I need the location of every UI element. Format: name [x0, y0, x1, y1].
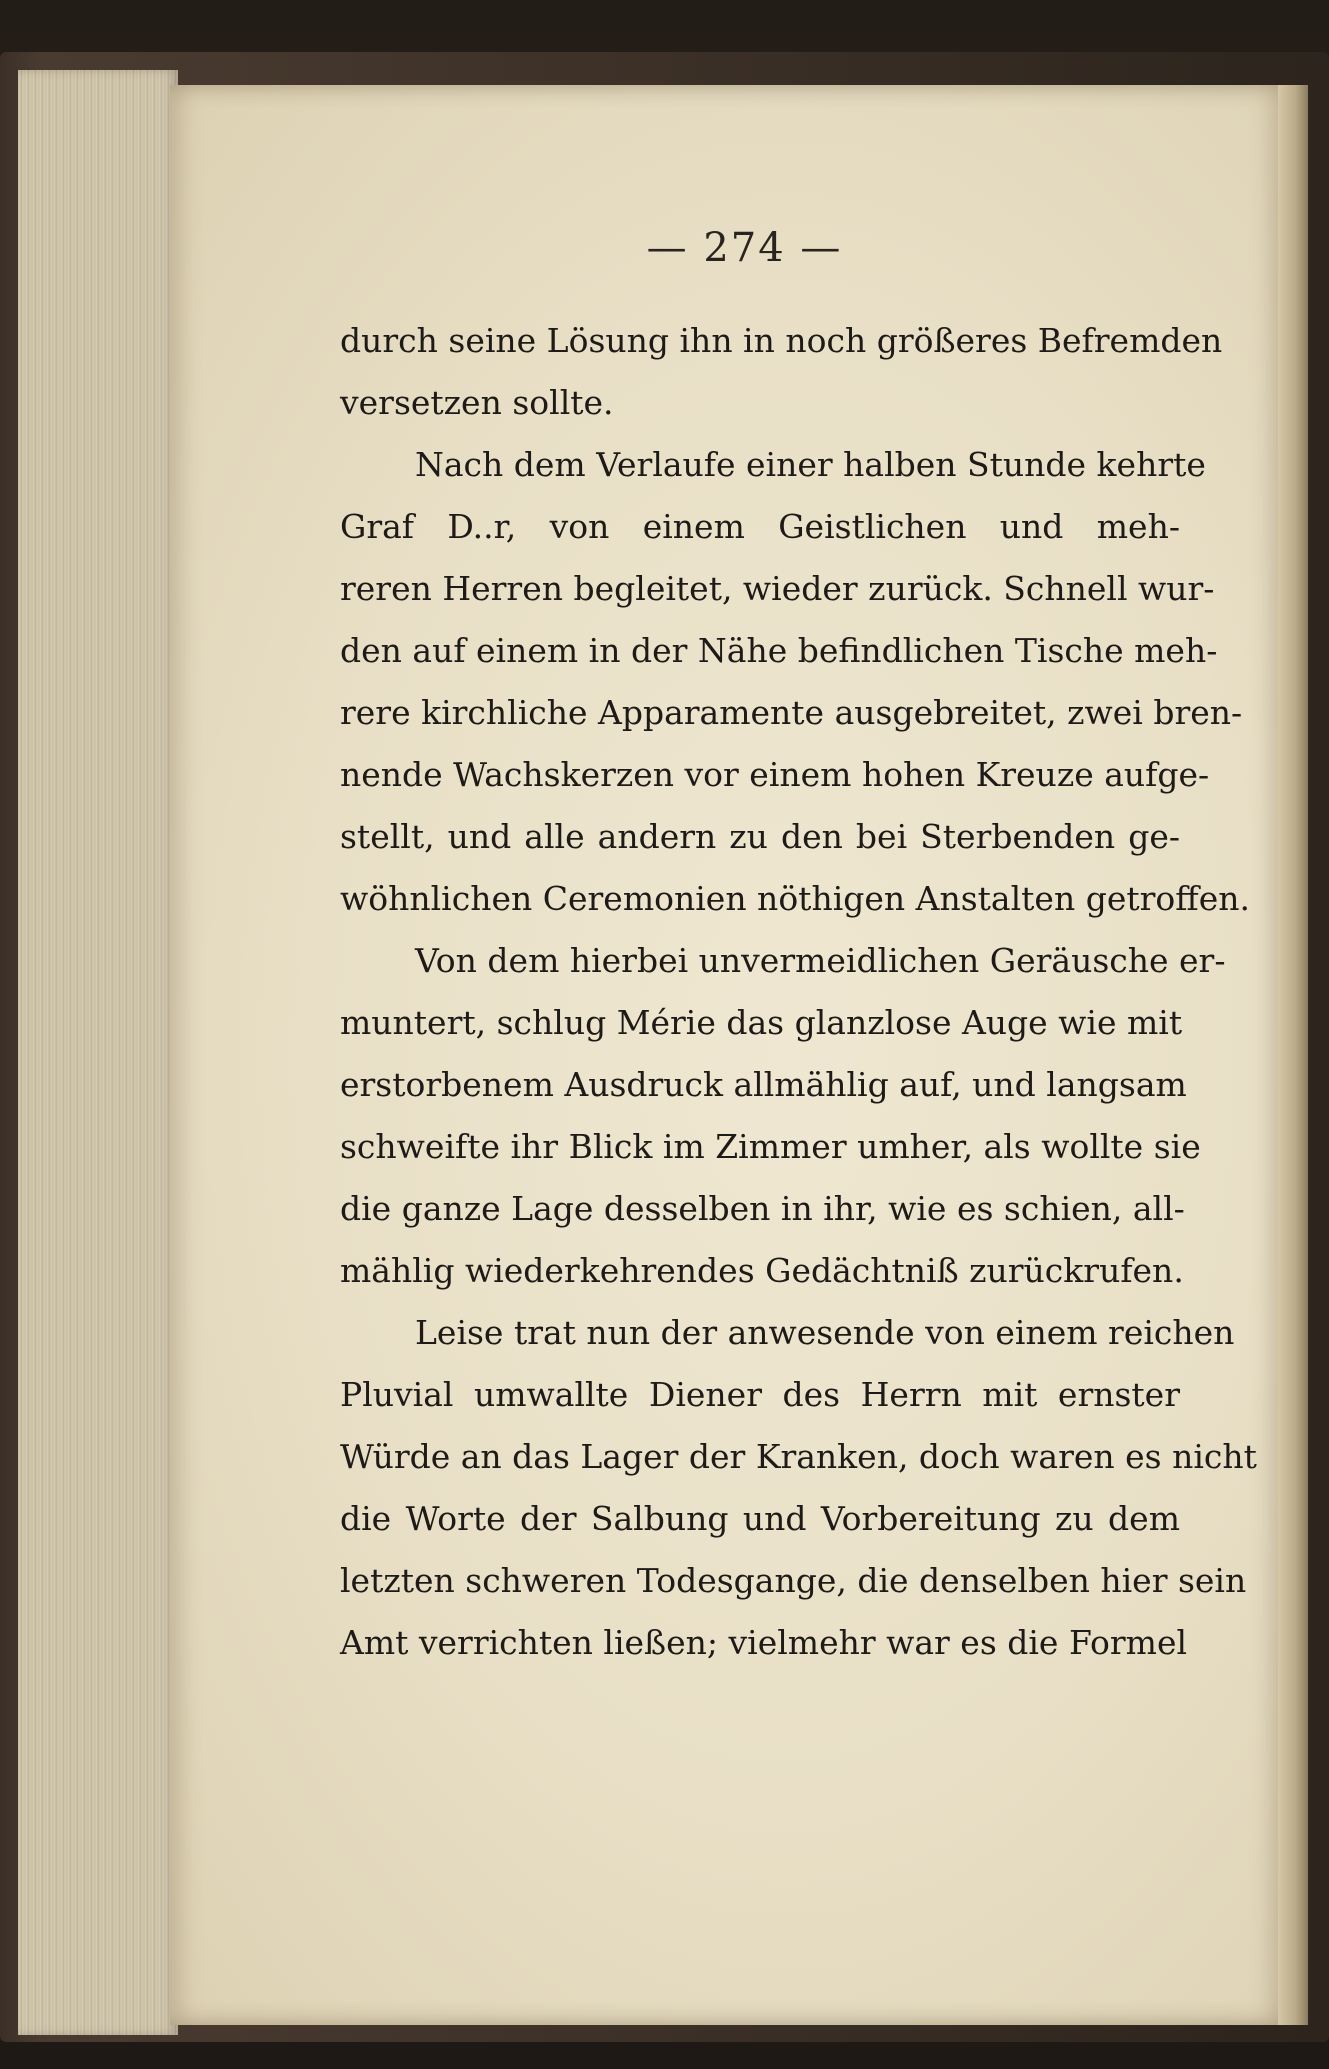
text-line: muntert, schlug Mérie das glanzlose Auge wie mit — [340, 1003, 1183, 1042]
text-line: Nach dem Verlaufe einer halben Stunde kehrte — [415, 445, 1206, 484]
text-line: mählig wiederkehrendes Gedächtniß zurückrufen. — [340, 1251, 1184, 1290]
text-line: letzten schweren Todesgange, die denselben hier sein — [340, 1561, 1247, 1600]
text-line: versetzen sollte. — [340, 383, 614, 422]
text-line: die Worte der Salbung und Vorbereitung zu dem — [340, 1499, 1180, 1538]
text-line: Pluvial umwallte Diener des Herrn mit ernster — [340, 1375, 1180, 1414]
text-line: erstorbenem Ausdruck allmählig auf, und langsam — [340, 1065, 1187, 1104]
text-line: reren Herren begleitet, wieder zurück. Schnell wur- — [340, 569, 1215, 608]
text-line: wöhnlichen Ceremonien nöthigen Anstalten getroffen. — [340, 879, 1250, 918]
text-line: Würde an das Lager der Kranken, doch waren es nicht — [340, 1437, 1257, 1476]
text-line: die ganze Lage desselben in ihr, wie es schien, all- — [340, 1189, 1185, 1228]
text-line: Leise trat nun der anwesende von einem reichen — [415, 1313, 1235, 1352]
page-number: — 274 — — [646, 225, 843, 271]
text-line: Amt verrichten ließen; vielmehr war es die Formel — [340, 1623, 1188, 1662]
text-line: stellt, und alle andern zu den bei Sterbenden ge- — [340, 817, 1180, 856]
text-line: durch seine Lösung ihn in noch größeres Befremden — [340, 321, 1223, 360]
text-line: Von dem hierbei unvermeidlichen Geräusche er- — [415, 941, 1226, 980]
page-gutter — [1278, 85, 1308, 2025]
text-line: schweifte ihr Blick im Zimmer umher, als wollte sie — [340, 1127, 1201, 1166]
page-text — [340, 310, 1257, 1674]
page-edges — [18, 70, 178, 2035]
text-line: Graf D..r, von einem Geistlichen und meh- — [340, 507, 1180, 546]
text-line: rere kirchliche Apparamente ausgebreitet, zwei bren- — [340, 693, 1243, 732]
text-line: den auf einem in der Nähe befindlichen Tische meh- — [340, 631, 1218, 670]
text-line: nende Wachskerzen vor einem hohen Kreuze aufge- — [340, 755, 1210, 794]
